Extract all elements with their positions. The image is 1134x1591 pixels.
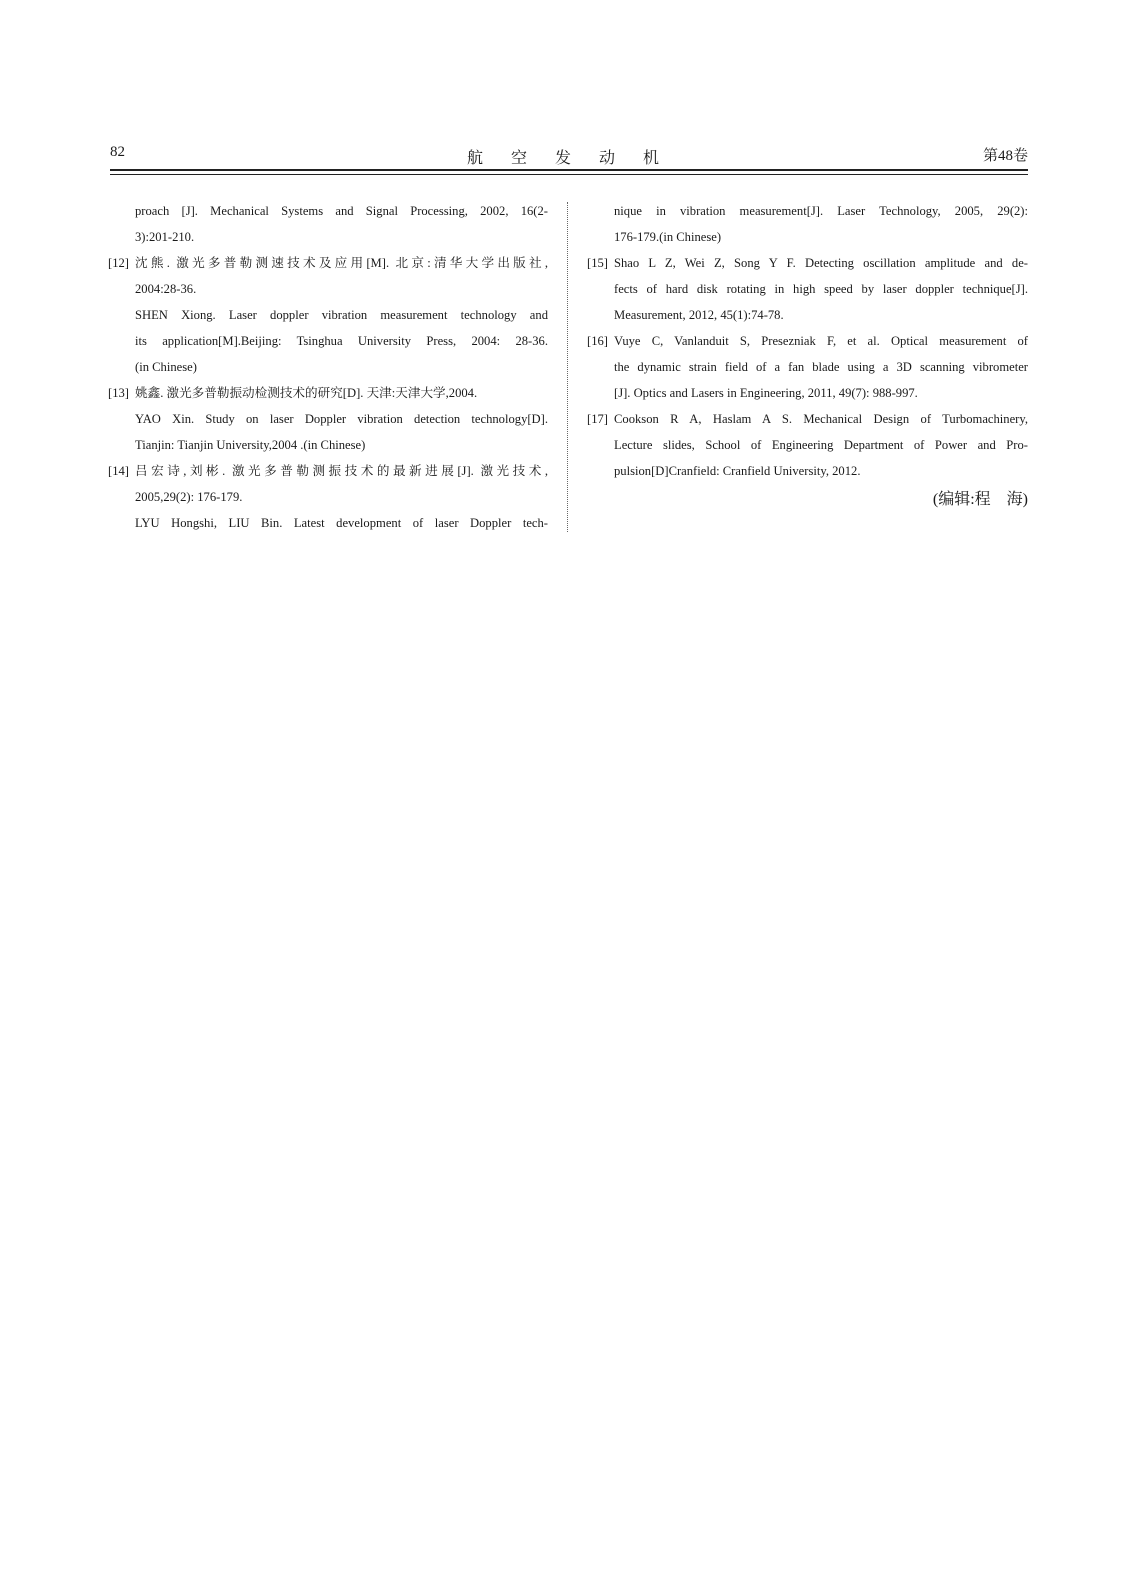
reference-line: YAO Xin. Study on laser Doppler vibration detection technology[D]. xyxy=(135,412,548,426)
reference-line: its application[M].Beijing: Tsinghua University Press, 2004: 28-36. xyxy=(135,334,548,348)
editor-note: (编辑:程 海) xyxy=(932,491,1028,508)
reference-number: [16] xyxy=(587,334,608,348)
journal-title: 航 空 发 动 机 xyxy=(466,150,671,167)
reference-line: Lecture slides, School of Engineering Department of Power and Pro- xyxy=(614,438,1028,452)
header-rule-thin xyxy=(110,174,1028,175)
reference-number: [17] xyxy=(587,412,608,426)
volume-label: 第48卷 xyxy=(982,148,1028,164)
reference-line: the dynamic strain field of a fan blade using a 3D scanning vibrometer xyxy=(614,360,1028,374)
reference-16 xyxy=(587,328,1028,406)
reference-14 xyxy=(108,458,548,536)
reference-number: [14] xyxy=(108,464,129,478)
reference-line: 沈熊. 激光多普勒测速技术及应用[M]. 北京:清华大学出版社, xyxy=(135,256,548,270)
reference-17 xyxy=(587,406,1028,484)
reference-line: 2004:28-36. xyxy=(135,282,197,296)
reference-line: 176-179.(in Chinese) xyxy=(614,230,722,244)
reference-line: fects of hard disk rotating in high speed by laser doppler technique[J]. xyxy=(614,282,1028,296)
reference-line: proach [J]. Mechanical Systems and Signal Processing, 2002, 16(2- xyxy=(135,204,548,218)
reference-12 xyxy=(108,250,548,380)
continued-reference xyxy=(108,198,548,250)
page-header xyxy=(110,140,1028,170)
reference-line: pulsion[D]Cranfield: Cranfield University, 2012. xyxy=(614,464,861,478)
reference-line: Shao L Z, Wei Z, Song Y F. Detecting oscillation amplitude and de- xyxy=(614,256,1028,270)
reference-line: SHEN Xiong. Laser doppler vibration measurement technology and xyxy=(135,308,548,322)
left-column xyxy=(108,198,548,536)
reference-line: Measurement, 2012, 45(1):74-78. xyxy=(614,308,784,322)
column-divider xyxy=(567,202,568,532)
reference-line: nique in vibration measurement[J]. Laser Technology, 2005, 29(2): xyxy=(614,204,1028,218)
reference-line: LYU Hongshi, LIU Bin. Latest development of laser Doppler tech- xyxy=(135,516,548,530)
reference-line: Cookson R A, Haslam A S. Mechanical Design of Turbomachinery, xyxy=(614,412,1028,426)
reference-line: (in Chinese) xyxy=(135,360,197,374)
reference-line: Tianjin: Tianjin University,2004 .(in Chinese) xyxy=(135,438,366,452)
reference-line: Vuye C, Vanlanduit S, Presezniak F, et al. Optical measurement of xyxy=(614,334,1028,348)
reference-line: 姚鑫. 激光多普勒振动检测技术的研究[D]. 天津:天津大学,2004. xyxy=(135,386,478,400)
reference-number: [13] xyxy=(108,386,129,400)
right-column xyxy=(587,198,1028,515)
reference-line: 吕宏诗,刘彬. 激光多普勒测振技术的最新进展[J]. 激光技术, xyxy=(135,464,548,478)
reference-line: [J]. Optics and Lasers in Engineering, 2011, 49(7): 988-997. xyxy=(614,386,918,400)
reference-13 xyxy=(108,380,548,458)
reference-number: [12] xyxy=(108,256,129,270)
reference-15 xyxy=(587,250,1028,328)
header-rule-thick xyxy=(110,169,1028,171)
page-number: 82 xyxy=(110,144,125,160)
reference-number: [15] xyxy=(587,256,608,270)
reference-line: 3):201-210. xyxy=(135,230,195,244)
reference-line: 2005,29(2): 176-179. xyxy=(135,490,243,504)
continued-reference xyxy=(587,198,1028,250)
